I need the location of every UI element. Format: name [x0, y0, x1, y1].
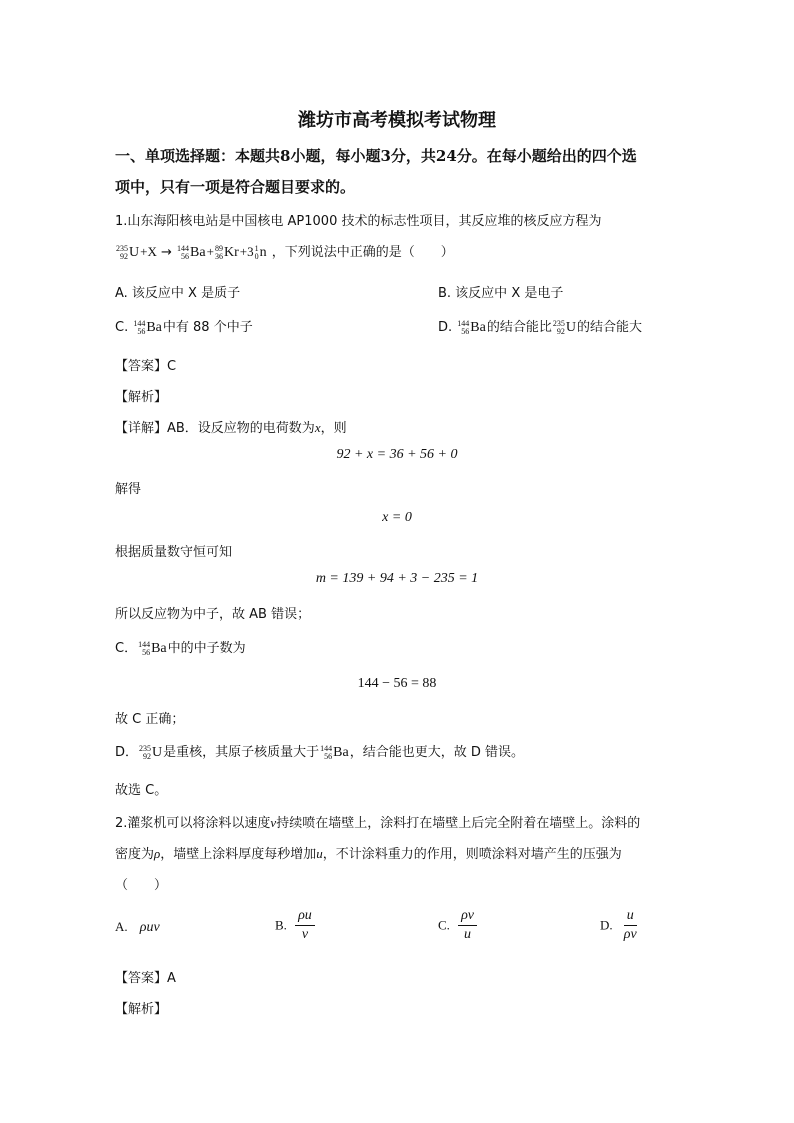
nuclide-u235-explain-d: 235 92 U: [139, 743, 163, 761]
q2-answer: 【答案】A: [115, 971, 176, 986]
q2-stem-line-1: 2.灌浆机可以将涂料以速度v持续喷在墙壁上，涂料打在墙壁上后完全附着在墙壁上。涂料的: [115, 815, 641, 831]
q2-option-b: B. $\frac{\rho u}{v}$: [275, 908, 315, 943]
equation-charge: 92 + x = 36 + 56 + 0: [336, 447, 458, 462]
nuclide-u235-opt-d: 235 92 U: [552, 318, 576, 336]
nuclide-kr89: 89 36 Kr: [214, 243, 239, 261]
plus-three: +3: [239, 244, 254, 259]
nuclide-ba144: 144 56 Ba: [177, 243, 206, 261]
text-d-explain: D． 235 92 U 是重核，其原子核质量大于 144 56 Ba ，结合能也更大，故 D 错误。: [115, 743, 524, 761]
q1-option-d: D. 144 56 Ba 的结合能比 235 92 U 的结合能大: [438, 318, 642, 336]
nuclide-ba144-explain-d: 144 56 Ba: [320, 743, 349, 761]
nuclide-ba144-opt-d: 144 56 Ba: [457, 318, 486, 336]
q1-option-c: C. 144 56 Ba 中有 88 个中子: [115, 318, 253, 336]
fraction-d: $\frac{u}{\rho v}$: [623, 908, 637, 942]
text-jiede: 解得: [115, 482, 142, 497]
q2-stem-line-2: 密度为ρ，墙壁上涂料厚度每秒增加u，不计涂料重力的作用，则喷涂料对墙产生的压强为: [115, 846, 622, 862]
q2-option-d: D. $\frac{u}{\rho v}$: [600, 908, 640, 943]
q2-option-c: C. $\frac{\rho v}{u}$: [438, 908, 477, 943]
q1-analysis-label: 【解析】: [115, 390, 168, 405]
page-title: 潍坊市高考模拟考试物理: [298, 110, 496, 131]
q1-option-a: A. 该反应中 X 是质子: [115, 286, 241, 301]
nuclide-ba144-explain-c: 144 56 Ba: [138, 639, 167, 657]
q1-equation-line: [115, 241, 454, 261]
equation-mass: m = 139 + 94 + 3 − 235 = 1: [315, 571, 479, 586]
text-conclusion-ab: 所以反应物为中子，故 AB 错误；: [115, 607, 311, 622]
plus-sign: +: [206, 244, 214, 259]
q2-stem-line-3: （ ）: [115, 878, 168, 893]
text-mass-conservation: 根据质量数守恒可知: [115, 545, 233, 560]
q1-option-b: B. 该反应中 X 是电子: [438, 286, 564, 301]
q1-stem-line-2: ，下列说法中正确的是（ ）: [271, 245, 454, 260]
fraction-c: $\frac{\rho v}{u}$: [458, 908, 477, 943]
q1-answer: 【答案】C: [115, 359, 177, 374]
nuclide-neutron: 1 0 n: [254, 243, 267, 261]
plus-x: +X: [140, 244, 157, 259]
fraction-b: $\frac{\rho u}{v}$: [295, 908, 315, 943]
section-heading-line-2: 项中，只有一项是符合题目要求的。: [115, 178, 356, 196]
reaction-arrow: →: [161, 245, 172, 260]
equation-x: x = 0: [382, 510, 412, 525]
equation-neutron: 144 − 56 = 88: [357, 676, 437, 691]
section-heading-line-1: 一、单项选择题：本题共8小题，每小题3分，共24分。在每小题给出的四个选: [115, 147, 637, 165]
q2-option-a: A. ρuv: [115, 919, 160, 935]
q1-detail: 【详解】AB．设反应物的电荷数为x，则: [115, 420, 347, 436]
nuclide-u235: 235 92 U: [116, 243, 140, 261]
q1-stem-line-1: 1.山东海阳核电站是中国核电 AP1000 技术的标志性项目，其反应堆的核反应方程为: [115, 214, 602, 229]
q2-analysis-label: 【解析】: [115, 1002, 168, 1017]
text-c-correct: 故 C 正确；: [115, 712, 185, 727]
nuclide-ba144-opt-c: 144 56 Ba: [133, 318, 162, 336]
text-c-neutron: C． 144 56 Ba 中的中子数为: [115, 639, 246, 657]
text-choose-c: 故选 C。: [115, 783, 168, 798]
